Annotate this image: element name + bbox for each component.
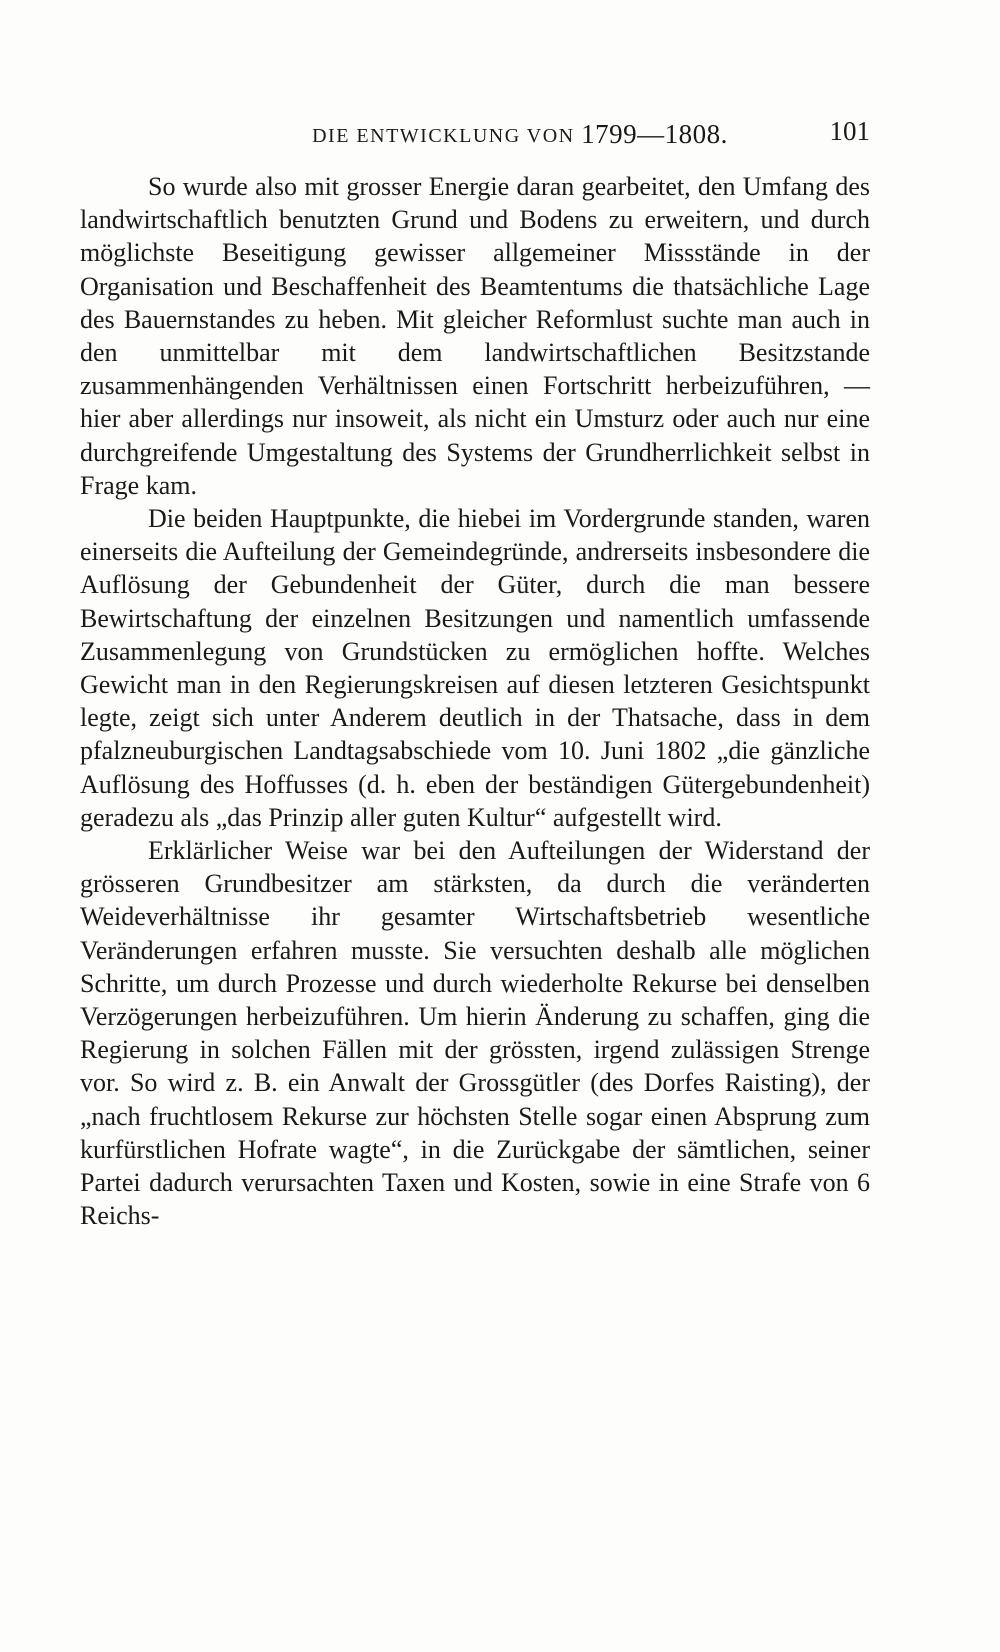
body-text xyxy=(80,170,870,1233)
running-title xyxy=(80,118,870,149)
paragraph-1: So wurde also mit grosser Energie daran gearbeitet, den Umfang des landwirtschaftlich benutzten Grund und Bodens zu erweitern, und durch möglichste Beseitigung gewisser allgemeiner Missstände in der Organisation und Beschaffenheit des Beamtentums die thatsächliche Lage des Bauernstandes zu heben. Mit gleicher Reformlust suchte man auch in den unmittelbar mit dem landwirtschaftlichen Besitzstande zusammenhängenden Verhältnissen einen Fortschritt herbeizuführen, — hier aber allerdings nur insoweit, als nicht ein Umsturz oder auch nur eine durchgreifende Umgestaltung des Systems der Grundherrlichkeit selbst in Frage kam. xyxy=(80,172,870,500)
page-number: 101 xyxy=(829,116,870,146)
running-title-text: DIE ENTWICKLUNG VON xyxy=(312,125,575,147)
paragraph-2: Die beiden Hauptpunkte, die hiebei im Vordergrunde standen, waren einerseits die Aufteilung der Gemeindegründe, andrerseits insbesondere die Auflösung der Gebundenheit der Güter, durch die man bessere Bewirtschaftung der einzelnen Besitzungen und namentlich umfassende Zusammenlegung von Grundstücken zu ermöglichen hoffte. Welches Gewicht man in den Regierungskreisen auf diesen letzteren Gesichtspunkt legte, zeigt sich unter Anderem deutlich in der Thatsache, dass in dem pfalzneuburgischen Landtagsabschiede vom 10. Juni 1802 „die gänzliche Auflösung des Hoffusses (d. h. eben der beständigen Gütergebundenheit) geradezu als „das Prinzip aller guten Kultur“ aufgestellt wird. xyxy=(80,504,870,832)
paragraph-3: Erklärlicher Weise war bei den Aufteilungen der Widerstand der grösseren Grundbesitzer am stärksten, da durch die veränderten Weideverhältnisse ihr gesamter Wirtschaftsbetrieb wesentliche Veränderungen erfahren musste. Sie versuchten deshalb alle möglichen Schritte, um durch Prozesse und durch wiederholte Rekurse bei denselben Verzögerungen herbeizuführen. Um hierin Änderung zu schaffen, ging die Regierung in solchen Fällen mit der grössten, irgend zulässigen Strenge vor. So wird z. B. ein Anwalt der Grossgütler (des Dorfes Raisting), der „nach fruchtlosem Rekurse zur höchsten Stelle sogar einen Absprung zum kurfürstlichen Hofrate wagte“, in die Zurückgabe der sämtlichen, seiner Partei dadurch verursachten Taxen und Kosten, sowie in eine Strafe von 6 Reichs- xyxy=(80,836,870,1231)
running-head xyxy=(80,118,870,152)
running-title-years: 1799—1808. xyxy=(581,119,728,149)
